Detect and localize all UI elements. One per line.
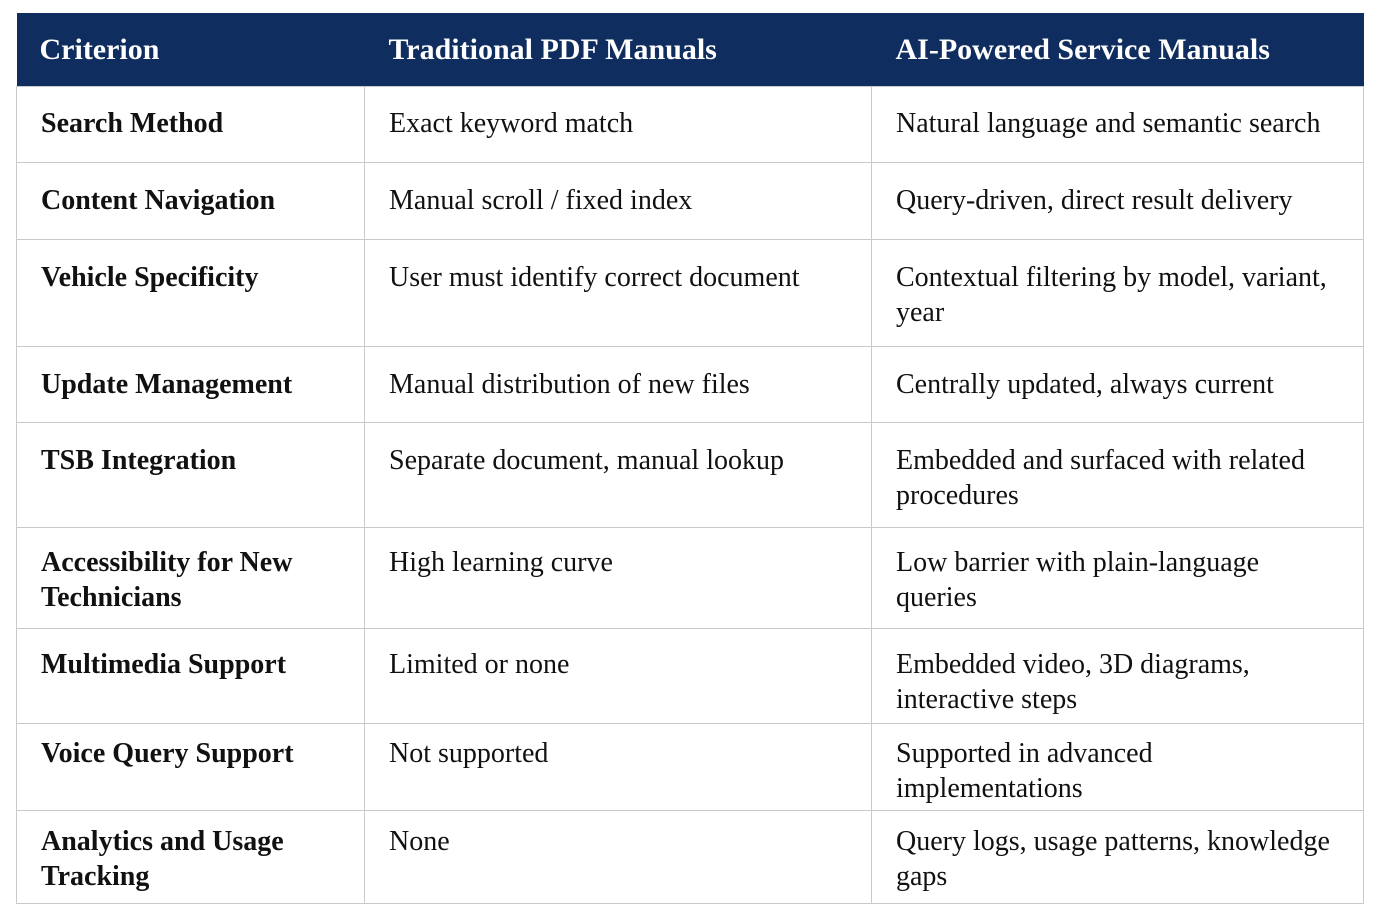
table-row: [17, 528, 1364, 629]
ai-powered-cell: Embedded video, 3D diagrams, interactive steps: [872, 629, 1364, 724]
table-row: [17, 724, 1364, 811]
ai-powered-cell: Centrally updated, always current: [872, 347, 1364, 423]
header-ai-powered-service-manuals: AI-Powered Service Manuals: [872, 13, 1364, 87]
criterion-cell: Analytics and Usage Tracking: [17, 811, 365, 904]
traditional-cell: Manual distribution of new files: [365, 347, 872, 423]
header-criterion: Criterion: [17, 13, 365, 87]
ai-powered-cell: Contextual filtering by model, variant, year: [872, 240, 1364, 347]
table-header: [17, 13, 1364, 87]
table-row: [17, 87, 1364, 163]
table-row: [17, 240, 1364, 347]
ai-powered-cell: Supported in advanced implementations: [872, 724, 1364, 811]
table-row: [17, 629, 1364, 724]
traditional-cell: High learning curve: [365, 528, 872, 629]
traditional-cell: Not supported: [365, 724, 872, 811]
traditional-cell: Exact keyword match: [365, 87, 872, 163]
traditional-cell: None: [365, 811, 872, 904]
criterion-cell: Vehicle Specificity: [17, 240, 365, 347]
ai-powered-cell: Low barrier with plain-language queries: [872, 528, 1364, 629]
traditional-cell: Separate document, manual lookup: [365, 423, 872, 528]
ai-powered-cell: Query-driven, direct result delivery: [872, 163, 1364, 240]
table-row: [17, 347, 1364, 423]
traditional-cell: Limited or none: [365, 629, 872, 724]
traditional-cell: User must identify correct document: [365, 240, 872, 347]
criterion-cell: TSB Integration: [17, 423, 365, 528]
ai-powered-cell: Embedded and surfaced with related procedures: [872, 423, 1364, 528]
header-row: [17, 13, 1364, 87]
criterion-cell: Multimedia Support: [17, 629, 365, 724]
ai-powered-cell: Natural language and semantic search: [872, 87, 1364, 163]
criterion-cell: Accessibility for New Technicians: [17, 528, 365, 629]
header-traditional-pdf-manuals: Traditional PDF Manuals: [365, 13, 872, 87]
table-row: [17, 163, 1364, 240]
comparison-table: [16, 13, 1364, 904]
ai-powered-cell: Query logs, usage patterns, knowledge gaps: [872, 811, 1364, 904]
criterion-cell: Content Navigation: [17, 163, 365, 240]
comparison-table-wrapper: [16, 13, 1363, 904]
traditional-cell: Manual scroll / fixed index: [365, 163, 872, 240]
table-row: [17, 811, 1364, 904]
table-row: [17, 423, 1364, 528]
table-body: [17, 87, 1364, 904]
criterion-cell: Voice Query Support: [17, 724, 365, 811]
criterion-cell: Search Method: [17, 87, 365, 163]
criterion-cell: Update Management: [17, 347, 365, 423]
